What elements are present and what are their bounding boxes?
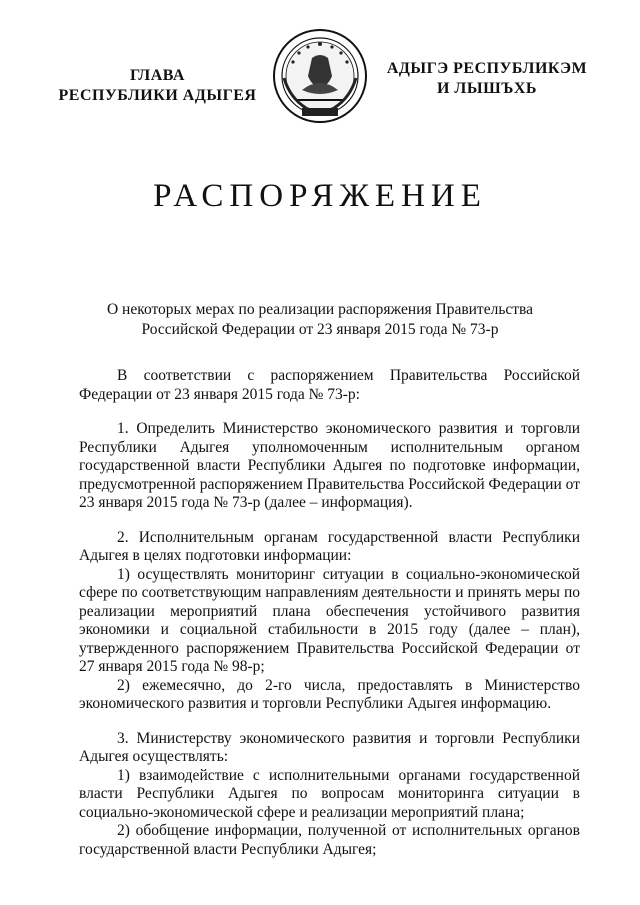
header-right-line2: И ЛЫШЪХЬ <box>436 80 538 97</box>
paragraph-intro: В соответствии с распоряжением Правительства Российской Федерации от 23 января 2015 года № 73-р: <box>79 367 580 403</box>
header-left-line1: ГЛАВА <box>130 67 185 84</box>
paragraph-item-1: 1. Определить Министерство экономического развития и торговли Республики Адыгея уполномоченным исполнительным органом государственной власти Республики Адыгея по подготовке информации, предусмотренной распоряжением Правительства Российской Федерации от 23 января 2015 года № 73-р (далее – информация). <box>79 420 580 511</box>
paragraph-item-3-1: 1) взаимодействие с исполнительными органами государственной власти Республики Адыгея по вопросам мониторинга ситуации в социально-экономической сфере и реализации мероприятий плана; <box>79 766 580 821</box>
subject-line2: Российской Федерации от 23 января 2015 года № 73-р <box>141 321 499 338</box>
subject-line1: О некоторых мерах по реализации распоряжения Правительства <box>106 301 534 318</box>
header-left <box>40 66 275 106</box>
paragraph-item-2-2: 2) ежемесячно, до 2-го числа, предоставлять в Министерство экономического развития и торговли Республики Адыгея информацию. <box>79 676 580 712</box>
paragraph-item-3: 3. Министерству экономического развития и торговли Республики Адыгея осуществлять: <box>79 729 580 765</box>
document-title: РАСПОРЯЖЕНИЕ <box>153 178 487 214</box>
paragraph-item-2: 2. Исполнительным органам государственной власти Республики Адыгея в целях подготовки информации: <box>79 528 580 564</box>
header-left-line2: РЕСПУБЛИКИ АДЫГЕЯ <box>58 87 257 104</box>
document-subject <box>60 300 580 340</box>
header-right-line1: АДЫГЭ РЕСПУБЛИКЭМ <box>386 60 588 77</box>
document-body <box>79 367 580 859</box>
coat-of-arms-emblem-icon <box>272 28 368 124</box>
paragraph-item-3-2: 2) обобщение информации, полученной от исполнительных органов государственной власти Республики Адыгея; <box>79 822 580 858</box>
paragraph-item-2-1: 1) осуществлять мониторинг ситуации в социально-экономической сфере по соответствующим направлениям деятельности и принять меры по реализации мероприятий плана обеспечения устойчивого развития экономики и социальной стабильности в 2015 году (далее – план), утвержденного распоряжением Правительства Российской Федерации от 27 января 2015 года № 98-р; <box>79 565 580 675</box>
header-right <box>372 59 602 99</box>
